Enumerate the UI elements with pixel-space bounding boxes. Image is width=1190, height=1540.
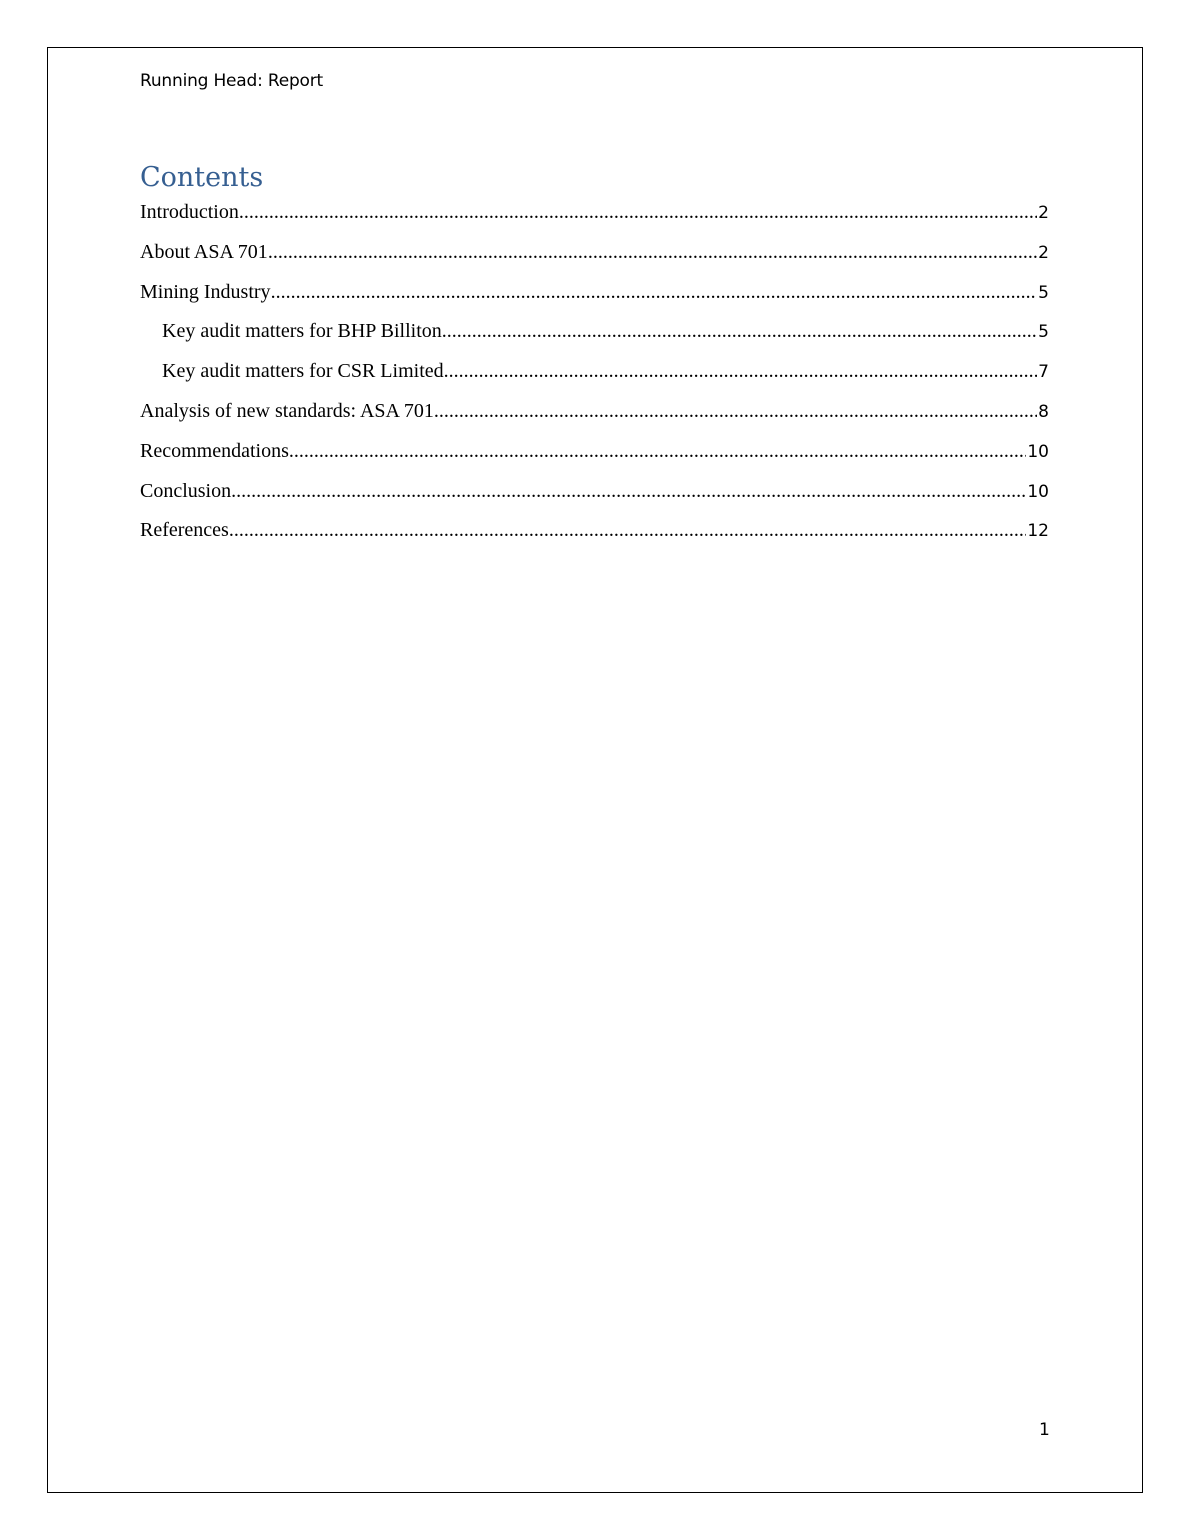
- table-of-contents: [140, 201, 1049, 559]
- dot-leader: [239, 201, 1037, 224]
- running-head: Running Head: Report: [140, 71, 324, 91]
- toc-entry-label: Key audit matters for BHP Billiton: [162, 320, 442, 343]
- toc-entry-label: About ASA 701: [140, 240, 268, 263]
- dot-leader: [229, 519, 1027, 542]
- toc-entry-page: 8: [1038, 401, 1049, 422]
- toc-entry-conclusion[interactable]: [140, 480, 1049, 520]
- toc-entry-label: References: [140, 519, 229, 542]
- toc-entry-label: Analysis of new standards: ASA 701: [140, 399, 434, 422]
- dot-leader: [271, 281, 1038, 304]
- dot-leader: [268, 241, 1037, 264]
- toc-entry-page: 7: [1038, 362, 1049, 383]
- toc-entry-kam-bhp-billiton[interactable]: [140, 320, 1049, 360]
- toc-entry-page: 5: [1038, 282, 1049, 303]
- toc-entry-page: 2: [1038, 203, 1049, 223]
- toc-entry-label: Recommendations: [140, 439, 289, 462]
- toc-entry-page: 2: [1038, 242, 1049, 263]
- toc-entry-about-asa-701[interactable]: [140, 241, 1049, 281]
- page-number: 1: [1039, 1420, 1050, 1440]
- toc-entry-page: 10: [1027, 441, 1049, 462]
- dot-leader: [444, 360, 1038, 383]
- toc-entry-page: 10: [1027, 481, 1049, 502]
- toc-entry-label: Mining Industry: [140, 280, 271, 303]
- toc-title: Contents: [140, 162, 264, 193]
- toc-entry-page: 12: [1027, 521, 1049, 542]
- toc-entry-label: Introduction: [140, 201, 239, 223]
- dot-leader: [442, 320, 1037, 343]
- dot-leader: [434, 400, 1037, 423]
- toc-entry-label: Key audit matters for CSR Limited: [162, 360, 444, 383]
- toc-entry-page: 5: [1038, 322, 1049, 343]
- toc-entry-label: Conclusion: [140, 479, 232, 502]
- toc-entry-mining-industry[interactable]: [140, 281, 1049, 321]
- toc-entry-analysis-asa-701[interactable]: [140, 400, 1049, 440]
- toc-entry-introduction[interactable]: [140, 201, 1049, 241]
- dot-leader: [289, 440, 1027, 463]
- toc-entry-references[interactable]: [140, 519, 1049, 559]
- dot-leader: [231, 480, 1026, 503]
- toc-entry-kam-csr-limited[interactable]: [140, 360, 1049, 400]
- toc-entry-recommendations[interactable]: [140, 440, 1049, 480]
